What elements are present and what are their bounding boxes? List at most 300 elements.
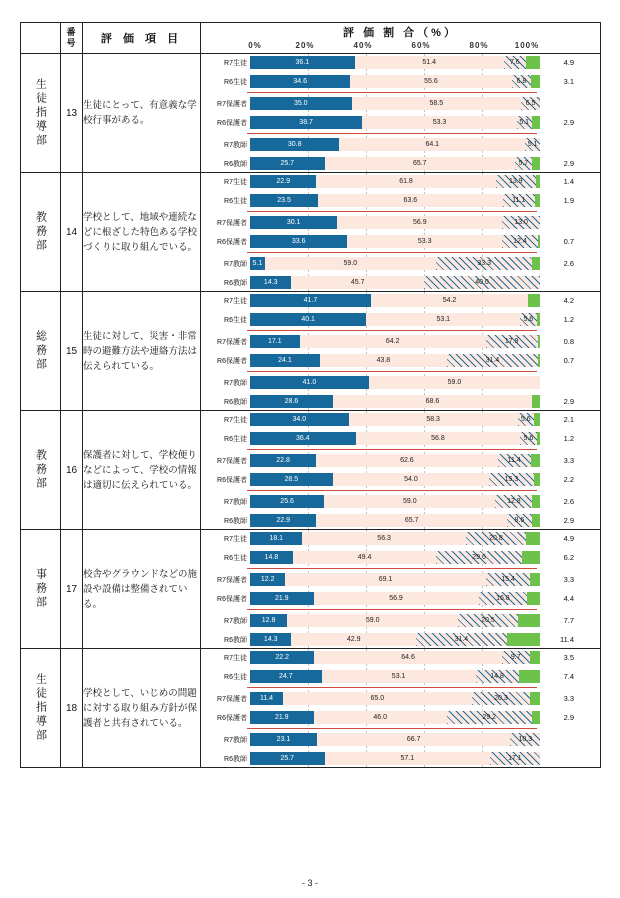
segment-somewhat-agree: 57.1 xyxy=(325,752,491,765)
segment-disagree xyxy=(536,175,540,188)
stacked-bar xyxy=(250,194,540,207)
segment-somewhat-agree: 54.0 xyxy=(333,473,490,486)
segment-disagree xyxy=(530,651,540,664)
bar-row-label: R6教師 xyxy=(224,755,247,763)
segment-agree: 36.1 xyxy=(250,56,355,69)
header-chart xyxy=(201,23,601,54)
stacked-bar xyxy=(250,670,540,683)
stacked-bar xyxy=(250,454,540,467)
segment-agree: 25.6 xyxy=(250,495,324,508)
bar-row xyxy=(201,136,600,153)
bar-row xyxy=(201,214,600,231)
dept-cell xyxy=(21,649,61,768)
bar-row xyxy=(201,192,600,209)
stacked-bar xyxy=(250,413,540,426)
segment-agree: 22.8 xyxy=(250,454,316,467)
segment-somewhat-agree: 64.2 xyxy=(300,335,486,348)
stacked-bar xyxy=(250,56,540,69)
segment-disagree xyxy=(526,532,540,545)
bar-value-right: 2.9 xyxy=(563,516,574,525)
bar-value-right: 3.5 xyxy=(563,653,574,662)
segment-agree: 22.2 xyxy=(250,651,314,664)
bar-row xyxy=(201,411,600,428)
bar-row-label: R6生徒 xyxy=(224,197,247,205)
segment-disagree xyxy=(538,335,540,348)
stacked-bar xyxy=(250,592,540,605)
bar-row-label: R7生徒 xyxy=(224,535,247,543)
stacked-bar xyxy=(250,313,540,326)
bar-row-label: R7教師 xyxy=(224,379,247,387)
stacked-bar xyxy=(250,97,540,110)
bar-row xyxy=(201,114,600,131)
bar-group xyxy=(201,530,600,648)
bar-row-label: R7生徒 xyxy=(224,297,247,305)
segment-somewhat-agree: 54.2 xyxy=(371,294,528,307)
segment-agree: 30.1 xyxy=(250,216,337,229)
axis-tick: 100% xyxy=(514,41,540,50)
stacked-bar xyxy=(250,75,540,88)
stacked-bar xyxy=(250,733,540,746)
segment-somewhat-disagree: 8.6 xyxy=(507,514,532,527)
segment-agree: 25.7 xyxy=(250,752,325,765)
bar-value-right: 4.4 xyxy=(563,594,574,603)
stacked-bar xyxy=(250,157,540,170)
bar-row-label: R7教師 xyxy=(224,617,247,625)
bar-row-label: R7保護者 xyxy=(217,695,247,703)
bar-value-right: 2.2 xyxy=(563,475,574,484)
chart-cell xyxy=(201,649,601,768)
segment-somewhat-disagree: 9.7 xyxy=(502,651,530,664)
segment-disagree xyxy=(532,257,540,270)
bar-value-right: 2.9 xyxy=(563,397,574,406)
bar-row-label: R6保護者 xyxy=(217,714,247,722)
segment-somewhat-disagree: 29.2 xyxy=(447,711,532,724)
segment-agree: 23.1 xyxy=(250,733,317,746)
segment-disagree xyxy=(534,473,540,486)
segment-disagree xyxy=(532,116,540,129)
segment-somewhat-disagree: 40.0 xyxy=(424,276,540,289)
evaluation-table xyxy=(20,22,601,768)
segment-somewhat-agree: 64.6 xyxy=(314,651,501,664)
segment-agree: 22.9 xyxy=(250,175,316,188)
dept-label: 総務部 xyxy=(34,330,47,372)
segment-disagree xyxy=(507,633,540,646)
bar-row-label: R7保護者 xyxy=(217,576,247,584)
segment-disagree xyxy=(531,75,540,88)
segment-disagree xyxy=(532,157,540,170)
bar-value-right: 1.9 xyxy=(563,196,574,205)
segment-somewhat-agree: 49.4 xyxy=(293,551,436,564)
segment-somewhat-disagree: 11.4 xyxy=(498,454,531,467)
segment-somewhat-agree: 42.9 xyxy=(291,633,415,646)
dept-cell xyxy=(21,530,61,649)
bar-value-right: 0.7 xyxy=(563,237,574,246)
table-row xyxy=(21,292,601,411)
stacked-bar xyxy=(250,651,540,664)
axis-tick: 80% xyxy=(469,41,489,50)
bar-row-label: R7教師 xyxy=(224,260,247,268)
bar-row xyxy=(201,530,600,547)
bar-row-label: R7保護者 xyxy=(217,100,247,108)
stacked-bar xyxy=(250,335,540,348)
bar-row xyxy=(201,255,600,272)
bar-value-right: 3.1 xyxy=(563,77,574,86)
stacked-bar xyxy=(250,633,540,646)
segment-somewhat-disagree: 11.1 xyxy=(503,194,535,207)
segment-somewhat-disagree: 20.3 xyxy=(472,692,531,705)
segment-somewhat-disagree: 12.4 xyxy=(502,235,538,248)
bar-value-right: 3.3 xyxy=(563,575,574,584)
segment-agree: 17.1 xyxy=(250,335,300,348)
item-text: 生徒にとって、有意義な学校行事がある。 xyxy=(83,54,201,173)
bar-value-right: 2.1 xyxy=(563,415,574,424)
segment-disagree xyxy=(538,354,540,367)
bar-value-right: 11.4 xyxy=(559,635,574,644)
segment-disagree xyxy=(537,313,540,326)
item-text: 学校として、地域や連続などに根ざした特色ある学校づくりに取り組んでいる。 xyxy=(83,173,201,292)
segment-agree: 41.0 xyxy=(250,376,369,389)
segment-agree: 12.8 xyxy=(250,614,287,627)
segment-somewhat-agree: 53.1 xyxy=(366,313,520,326)
number-cell: 16 xyxy=(61,411,83,530)
stacked-bar xyxy=(250,614,540,627)
segment-disagree xyxy=(534,413,540,426)
segment-agree: 14.8 xyxy=(250,551,293,564)
segment-somewhat-agree: 59.0 xyxy=(324,495,495,508)
stacked-bar xyxy=(250,216,540,229)
bar-row xyxy=(201,731,600,748)
dept-cell xyxy=(21,411,61,530)
segment-agree: 36.4 xyxy=(250,432,356,445)
bar-value-right: 4.9 xyxy=(563,534,574,543)
bar-value-right: 2.9 xyxy=(563,118,574,127)
segment-somewhat-disagree: 12.8 xyxy=(495,495,532,508)
bar-row xyxy=(201,612,600,629)
bar-row xyxy=(201,750,600,767)
segment-somewhat-agree: 65.7 xyxy=(325,157,516,170)
segment-agree: 34.0 xyxy=(250,413,349,426)
group-separator xyxy=(247,133,537,134)
bar-value-right: 3.3 xyxy=(563,694,574,703)
bar-row-label: R7教師 xyxy=(224,498,247,506)
segment-somewhat-disagree: 6.5 xyxy=(521,97,540,110)
bar-row-label: R7生徒 xyxy=(224,178,247,186)
bar-row xyxy=(201,549,600,566)
segment-somewhat-disagree: 10.3 xyxy=(510,733,540,746)
chart-cell xyxy=(201,292,601,411)
segment-somewhat-disagree: 6.8 xyxy=(512,75,532,88)
segment-somewhat-agree: 46.0 xyxy=(314,711,447,724)
bar-group xyxy=(201,411,600,529)
stacked-bar xyxy=(250,692,540,705)
segment-somewhat-disagree: 15.4 xyxy=(486,573,531,586)
bar-row xyxy=(201,493,600,510)
bar-value-right: 3.3 xyxy=(563,456,574,465)
segment-agree: 41.7 xyxy=(250,294,371,307)
segment-somewhat-agree: 56.3 xyxy=(302,532,465,545)
segment-disagree xyxy=(537,432,540,445)
group-separator xyxy=(247,92,537,93)
stacked-bar xyxy=(250,473,540,486)
stacked-bar xyxy=(250,235,540,248)
segment-agree: 38.7 xyxy=(250,116,362,129)
bar-row-label: R6教師 xyxy=(224,398,247,406)
bar-row-label: R6教師 xyxy=(224,517,247,525)
header-dept xyxy=(21,23,61,54)
segment-somewhat-disagree: 5.1 xyxy=(525,138,540,151)
bar-row-label: R7教師 xyxy=(224,736,247,744)
chart-title: 評 価 割 合（%） xyxy=(343,27,458,39)
segment-somewhat-agree: 56.9 xyxy=(337,216,502,229)
group-separator xyxy=(247,568,537,569)
group-separator xyxy=(247,211,537,212)
bar-row-label: R6教師 xyxy=(224,636,247,644)
segment-somewhat-disagree: 17.1 xyxy=(490,752,540,765)
chart-cell xyxy=(201,54,601,173)
segment-disagree xyxy=(528,294,540,307)
axis-tick: 20% xyxy=(295,41,315,50)
segment-agree: 24.7 xyxy=(250,670,322,683)
bar-row-label: R6保護者 xyxy=(217,476,247,484)
segment-somewhat-disagree: 14.8 xyxy=(476,670,519,683)
bar-row xyxy=(201,333,600,350)
stacked-bar xyxy=(250,138,540,151)
bar-value-right: 1.2 xyxy=(563,315,574,324)
bar-value-right: 2.6 xyxy=(563,497,574,506)
bar-row xyxy=(201,709,600,726)
bar-row xyxy=(201,54,600,71)
dept-cell xyxy=(21,54,61,173)
segment-disagree xyxy=(519,670,540,683)
bar-row xyxy=(201,352,600,369)
segment-somewhat-agree: 56.9 xyxy=(314,592,479,605)
segment-agree: 34.6 xyxy=(250,75,350,88)
stacked-bar xyxy=(250,432,540,445)
bar-row-label: R7保護者 xyxy=(217,219,247,227)
group-separator xyxy=(247,687,537,688)
item-text: 保護者に対して、学校便りなどによって、学校の情報は適切に伝えられている。 xyxy=(83,411,201,530)
number-cell: 13 xyxy=(61,54,83,173)
header-number: 番 号 xyxy=(61,23,83,54)
bar-row-label: R6保護者 xyxy=(217,595,247,603)
segment-agree: 18.1 xyxy=(250,532,302,545)
group-separator xyxy=(247,252,537,253)
table-body xyxy=(21,54,601,768)
item-text: 生徒に対して、災害・非常時の避難方法や連絡方法は伝えられている。 xyxy=(83,292,201,411)
bar-row xyxy=(201,311,600,328)
stacked-bar xyxy=(250,354,540,367)
bar-value-right: 7.4 xyxy=(563,672,574,681)
segment-disagree xyxy=(530,573,540,586)
dept-cell xyxy=(21,292,61,411)
table-row xyxy=(21,173,601,292)
bar-row xyxy=(201,274,600,291)
stacked-bar xyxy=(250,752,540,765)
segment-agree: 25.7 xyxy=(250,157,325,170)
segment-disagree xyxy=(535,194,541,207)
segment-somewhat-agree: 51.4 xyxy=(355,56,504,69)
segment-somewhat-disagree: 31.4 xyxy=(416,633,507,646)
segment-somewhat-disagree: 20.8 xyxy=(466,532,526,545)
bar-row-label: R6生徒 xyxy=(224,316,247,324)
table-row xyxy=(21,649,601,768)
segment-disagree xyxy=(532,495,540,508)
bar-row-label: R6生徒 xyxy=(224,673,247,681)
segment-somewhat-agree: 68.6 xyxy=(333,395,532,408)
bar-row-label: R7保護者 xyxy=(217,338,247,346)
bar-value-right: 6.2 xyxy=(563,553,574,562)
segment-somewhat-disagree: 29.6 xyxy=(436,551,522,564)
stacked-bar xyxy=(250,257,540,270)
bar-row xyxy=(201,631,600,648)
segment-somewhat-agree: 61.8 xyxy=(316,175,495,188)
bar-row-label: R7教師 xyxy=(224,141,247,149)
bar-row xyxy=(201,690,600,707)
bar-row-label: R6保護者 xyxy=(217,238,247,246)
chart-cell xyxy=(201,173,601,292)
number-cell: 15 xyxy=(61,292,83,411)
chart-cell xyxy=(201,530,601,649)
axis-tick: 0% xyxy=(248,41,262,50)
stacked-bar xyxy=(250,551,540,564)
segment-somewhat-agree: 43.8 xyxy=(320,354,447,367)
group-separator xyxy=(247,371,537,372)
segment-somewhat-agree: 53.1 xyxy=(322,670,476,683)
bar-row xyxy=(201,173,600,190)
bar-row xyxy=(201,95,600,112)
bar-value-right: 2.6 xyxy=(563,259,574,268)
group-separator xyxy=(247,330,537,331)
segment-agree: 23.5 xyxy=(250,194,318,207)
dept-label: 生徒指導部 xyxy=(34,673,47,743)
segment-disagree xyxy=(530,692,540,705)
segment-agree: 22.9 xyxy=(250,514,316,527)
dept-cell xyxy=(21,173,61,292)
segment-disagree xyxy=(532,711,540,724)
header-item: 評 価 項 目 xyxy=(83,23,201,54)
segment-agree: 21.9 xyxy=(250,592,314,605)
segment-agree: 21.9 xyxy=(250,711,314,724)
bar-row-label: R6保護者 xyxy=(217,119,247,127)
stacked-bar xyxy=(250,573,540,586)
bar-row-label: R6教師 xyxy=(224,160,247,168)
segment-agree: 14.3 xyxy=(250,276,291,289)
segment-somewhat-agree: 58.5 xyxy=(352,97,522,110)
axis-tick: 40% xyxy=(353,41,373,50)
stacked-bar xyxy=(250,276,540,289)
stacked-bar xyxy=(250,175,540,188)
bar-group xyxy=(201,173,600,291)
bar-row xyxy=(201,73,600,90)
segment-somewhat-agree: 45.7 xyxy=(291,276,424,289)
segment-somewhat-agree: 56.8 xyxy=(356,432,521,445)
segment-somewhat-agree: 63.6 xyxy=(318,194,502,207)
segment-somewhat-disagree: 33.3 xyxy=(436,257,533,270)
segment-somewhat-disagree: 13.9 xyxy=(496,175,536,188)
segment-agree: 35.0 xyxy=(250,97,352,110)
segment-somewhat-disagree: 17.9 xyxy=(486,335,538,348)
bar-group xyxy=(201,649,600,767)
segment-agree: 40.1 xyxy=(250,313,366,326)
bar-value-right: 0.7 xyxy=(563,356,574,365)
dept-label: 教務部 xyxy=(34,449,47,491)
bar-row-label: R7生徒 xyxy=(224,416,247,424)
axis-tick: 60% xyxy=(411,41,431,50)
bar-row xyxy=(201,233,600,250)
bar-row-label: R7保護者 xyxy=(217,457,247,465)
stacked-bar xyxy=(250,376,540,389)
bar-value-right: 4.9 xyxy=(563,58,574,67)
group-separator xyxy=(247,609,537,610)
bar-group xyxy=(201,292,600,410)
bar-row-label: R6教師 xyxy=(224,279,247,287)
segment-agree: 33.6 xyxy=(250,235,347,248)
segment-somewhat-agree: 62.6 xyxy=(316,454,498,467)
segment-agree: 14.3 xyxy=(250,633,291,646)
bar-row xyxy=(201,590,600,607)
item-text: 学校として、いじめの問題に対する取り組み方針が保護者と共有されている。 xyxy=(83,649,201,768)
segment-somewhat-agree: 65.0 xyxy=(283,692,472,705)
segment-agree: 24.1 xyxy=(250,354,320,367)
segment-somewhat-agree: 59.0 xyxy=(265,257,436,270)
segment-somewhat-disagree: 13.0 xyxy=(502,216,540,229)
segment-disagree xyxy=(522,551,540,564)
bar-row xyxy=(201,571,600,588)
bar-value-right: 2.9 xyxy=(563,713,574,722)
segment-somewhat-agree: 69.1 xyxy=(285,573,485,586)
segment-somewhat-agree: 53.3 xyxy=(362,116,517,129)
segment-somewhat-agree: 55.6 xyxy=(350,75,511,88)
segment-somewhat-disagree: 5.7 xyxy=(515,157,532,170)
table-row xyxy=(21,54,601,173)
bar-row xyxy=(201,649,600,666)
stacked-bar xyxy=(250,711,540,724)
segment-somewhat-disagree: 20.5 xyxy=(458,614,517,627)
bar-value-right: 0.8 xyxy=(563,337,574,346)
segment-somewhat-disagree: 5.6 xyxy=(518,413,534,426)
dept-label: 生徒指導部 xyxy=(34,78,47,148)
bar-row xyxy=(201,155,600,172)
number-cell: 14 xyxy=(61,173,83,292)
bar-row-label: R7生徒 xyxy=(224,654,247,662)
segment-somewhat-agree: 66.7 xyxy=(317,733,510,746)
bar-row xyxy=(201,471,600,488)
stacked-bar xyxy=(250,294,540,307)
stacked-bar xyxy=(250,532,540,545)
segment-disagree xyxy=(538,235,540,248)
segment-somewhat-agree: 65.7 xyxy=(316,514,507,527)
bar-value-right: 1.2 xyxy=(563,434,574,443)
item-text: 校舎やグラウンドなどの施設や設備は整備されている。 xyxy=(83,530,201,649)
chart-cell xyxy=(201,411,601,530)
group-separator xyxy=(247,490,537,491)
segment-disagree xyxy=(532,395,540,408)
segment-somewhat-agree: 53.3 xyxy=(347,235,502,248)
dept-label: 事務部 xyxy=(34,568,47,610)
bar-row xyxy=(201,393,600,410)
chart-axis-ticks xyxy=(201,41,600,52)
segment-somewhat-agree: 64.1 xyxy=(339,138,525,151)
bar-row xyxy=(201,374,600,391)
segment-disagree xyxy=(532,514,540,527)
segment-somewhat-agree: 59.0 xyxy=(287,614,458,627)
number-cell: 18 xyxy=(61,649,83,768)
bar-row-label: R6生徒 xyxy=(224,554,247,562)
segment-agree: 28.6 xyxy=(250,395,333,408)
stacked-bar xyxy=(250,116,540,129)
table-row xyxy=(21,411,601,530)
bar-value-right: 7.7 xyxy=(563,616,574,625)
